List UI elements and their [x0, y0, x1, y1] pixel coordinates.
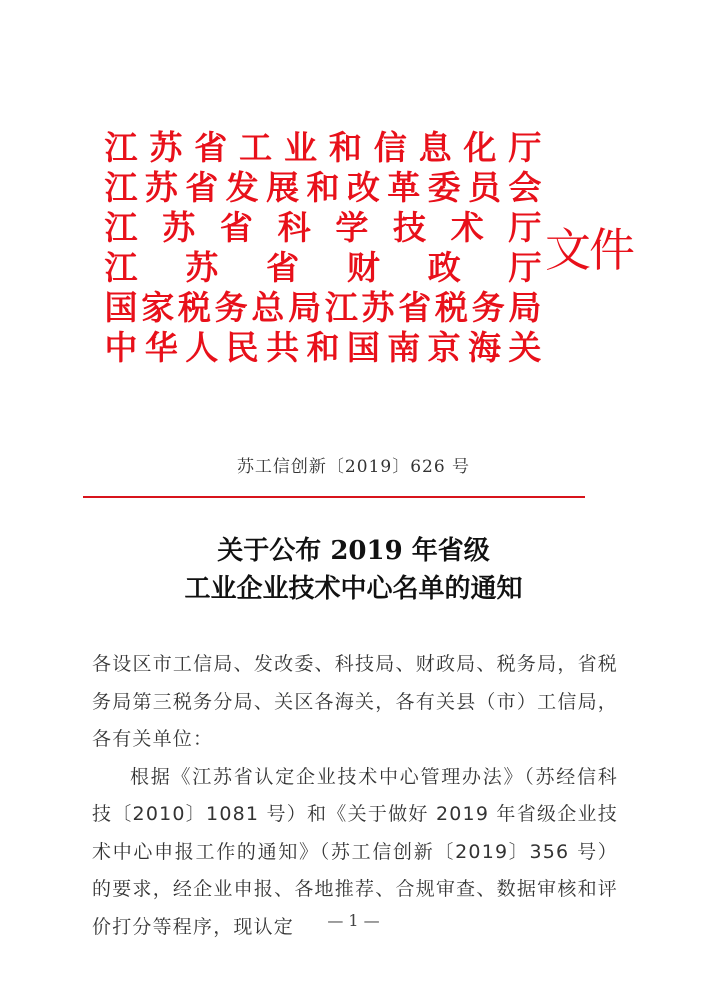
issuer-char: 务: [214, 288, 248, 327]
issuer-row: [103, 328, 543, 368]
issuer-char: 省: [185, 168, 219, 207]
issuer-char: 苏: [185, 248, 219, 287]
issuer-char: 会: [508, 168, 542, 207]
issuer-char: 关: [508, 328, 542, 367]
issuer-char: 民: [225, 328, 259, 367]
issuer-char: 员: [468, 168, 502, 207]
issuer-char: 化: [463, 128, 497, 167]
issuer-char: 共: [266, 328, 300, 367]
body-paragraph: 根据《江苏省认定企业技术中心管理办法》（苏经信科技〔2010〕1081 号）和《关于做好 2019 年省级企业技术中心申报工作的通知》（苏工信创新〔2019〕356 号）的要求，经企业申报、各地推荐、合规审查、数据审核和评价打分等程序，现认定: [92, 765, 618, 938]
issuer-char: 和: [328, 128, 362, 167]
issuer-char: 和: [306, 328, 340, 367]
issuer-char: 家: [141, 288, 175, 327]
issuer-char: 术: [450, 208, 484, 247]
issuer-char: 苏: [149, 128, 183, 167]
issuer-char: 京: [427, 328, 461, 367]
issuer-char: 息: [418, 128, 452, 167]
issuer-char: 学: [335, 208, 369, 247]
issuer-char: 信: [373, 128, 407, 167]
issuer-char: 局: [288, 288, 322, 327]
issuer-char: 厅: [508, 128, 542, 167]
document-title: [0, 532, 707, 608]
issuer-char: 科: [277, 208, 311, 247]
issuer-char: 省: [398, 288, 432, 327]
issuer-char: 国: [104, 288, 138, 327]
issuer-char: 展: [266, 168, 300, 207]
document-number: 苏工信创新〔2019〕626 号: [236, 457, 471, 477]
issuer-char: 业: [284, 128, 317, 167]
issuer-char: 江: [104, 208, 138, 247]
issuer-char: 南: [387, 328, 421, 367]
issuer-char: 省: [219, 208, 253, 247]
issuer-char: 苏: [361, 288, 395, 327]
issuer-char: 改: [346, 168, 380, 207]
issuer-masthead: [103, 128, 543, 368]
issuer-row: [103, 248, 543, 288]
issuer-char: 总: [251, 288, 285, 327]
issuer-char: 苏: [144, 168, 178, 207]
issuer-char: 江: [324, 288, 358, 327]
page-number: — 1 —: [327, 911, 380, 930]
issuer-char: 江: [104, 128, 138, 167]
issuer-char: 人: [185, 328, 219, 367]
issuer-char: 税: [434, 288, 468, 327]
issuer-row: [103, 288, 543, 328]
issuer-char: 国: [346, 328, 380, 367]
issuer-char: 厅: [508, 248, 542, 287]
issuer-char: 局: [508, 288, 542, 327]
issuer-char: 华: [144, 328, 178, 367]
issuer-char: 和: [306, 168, 340, 207]
issuer-char: 省: [194, 128, 228, 167]
issuer-row: [103, 208, 543, 248]
issuer-char: 财: [346, 248, 380, 287]
issuer-char: 革: [387, 168, 421, 207]
issuer-char: 中: [104, 328, 138, 367]
issuer-char: 厅: [508, 208, 542, 247]
issuer-char: 发: [225, 168, 259, 207]
red-divider: [83, 496, 585, 498]
title-line-1: 关于公布 2019 年省级: [217, 536, 490, 566]
masthead-suffix: 文件: [545, 223, 633, 277]
issuer-row: [103, 128, 543, 168]
issuer-char: 海: [468, 328, 502, 367]
issuer-char: 委: [427, 168, 461, 207]
issuer-char: 技: [393, 208, 427, 247]
issuer-char: 务: [471, 288, 505, 327]
document-body: [92, 646, 618, 946]
issuer-char: 苏: [162, 208, 196, 247]
issuer-char: 省: [266, 248, 300, 287]
issuer-char: 江: [104, 168, 138, 207]
issuer-char: 税: [177, 288, 211, 327]
issuer-char: 政: [427, 248, 461, 287]
issuer-char: 江: [104, 248, 138, 287]
issuer-row: [103, 168, 543, 208]
title-line-2: 工业企业技术中心名单的通知: [184, 574, 523, 604]
issuer-char: 工: [239, 128, 273, 167]
addressees: 各设区市工信局、发改委、科技局、财政局、税务局，省税务局第三税务分局、关区各海关，各有关县（市）工信局，各有关单位：: [92, 653, 618, 750]
